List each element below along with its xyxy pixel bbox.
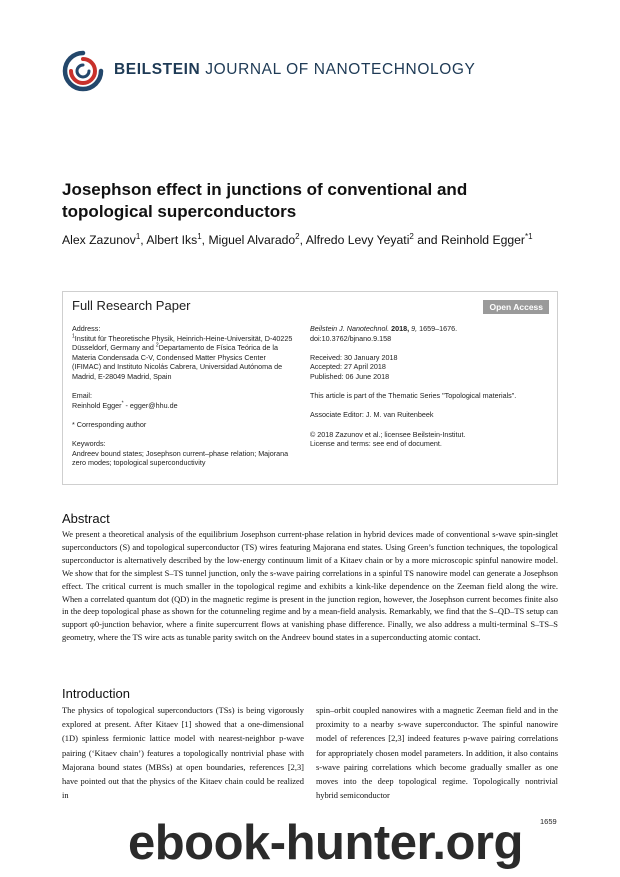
author-name: Alfredo Levy Yeyati (305, 233, 410, 247)
citation (310, 324, 550, 334)
series-note: This article is part of the Thematic Series "Topological materials". (310, 391, 517, 401)
citation-volume: 9, (409, 324, 418, 333)
introduction-left-column (62, 703, 304, 802)
email-address-link[interactable]: - egger@hhu.de (123, 400, 178, 410)
open-access-badge: Open Access (483, 300, 549, 314)
introduction-right-text: spin–orbit coupled nanowires with a magnetic Zeeman field and in the proximity to a nearby s-wave superconductor. The spinful nanowire model of references [2,3] indeed features p-wave pairing correlations for appropriately chosen model parameters. In addition, it also contains s-wave pairing correlations which become gradually smaller as one moves into the deep topological regime. Topologically nontrivial hybrid semiconductor (316, 705, 558, 801)
introduction-left-text: The physics of topological superconductors (TSs) is being vigorously explored at present. After Kitaev [1] showed that a one-dimensional (1D) spinless fermionic lattice model with nearest-neighbor p-wave pairing (‘Kitaev chain’) features a topologically nontrivial phase with Majorana bound states (MBSs) at open boundaries, references [2,3] have pointed out that the physics of the Kitaev chain could be realized in (62, 705, 304, 801)
affiliation-text: Departamento de Física Teórica de la Materia Condensada C-V, Condensed Matter Physics Center (IFIMAC) and Instituto Nicolás Cabrera, Universidad Autónoma de Madrid, E-28049 Madrid, Spain (72, 343, 283, 381)
author-affiliation: 1 (135, 231, 141, 241)
email-label: Email: (72, 391, 92, 401)
journal-name (114, 61, 475, 79)
journal-logo-icon (62, 50, 104, 92)
citation-pages: 1659–1676. (417, 324, 458, 333)
email-line (72, 401, 297, 411)
published-date: Published: 06 June 2018 (310, 371, 390, 381)
abstract-text: We present a theoretical analysis of the equilibrium Josephson current-phase relation in hybrid devices made of conventional s-wave spin-singlet superconductors (S) and topological superconductor (TS) wires featuring Majorana end states. Using Green’s function techniques, the topological superconductor is alternatively described by the low-energy continuum limit of a Kitaev chain or by a more microscopic spinful nanowire model. We show that for the simplest S–TS tunnel junction, only the s-wave pairing correlations in a spinful TS nanowire model can generate a Josephson effect. The critical current is much smaller in the topological regime and exhibits a kink-like dependence on the Zeeman field along the wire. When a correlated quantum dot (QD) in the magnetic regime is present in the junction region, however, the Josephson current becomes finite also in the deep topological phase as shown for the cotunneling regime and by a mean-field analysis. Remarkably, we find that the S–QD–TS setup can support φ0-junction behavior, where a finite supercurrent flows at vanishing phase difference. Finally, we also address a multi-terminal S–TS–S geometry, where the TS wire acts as tunable parity switch on the Andreev bound states in a superconducting atomic contact. (62, 529, 558, 643)
accepted-date: Accepted: 27 April 2018 (310, 362, 386, 372)
info-left-column (72, 324, 297, 468)
received-date: Received: 30 January 2018 (310, 352, 398, 362)
article-info-box (62, 291, 558, 485)
citation-journal: Beilstein J. Nanotechnol. (310, 324, 390, 333)
author-separator: and (413, 233, 441, 247)
author-name: Reinhold Egger (440, 233, 525, 247)
associate-editor: Associate Editor: J. M. van Ruitenbeek (310, 410, 434, 420)
author-affiliation: 1 (197, 231, 202, 241)
address-text (72, 334, 297, 382)
author-separator: , (140, 233, 147, 247)
author-name: Albert Iks (146, 233, 198, 247)
watermark: ebook-hunter.org (128, 816, 523, 870)
info-right-column (310, 324, 550, 449)
address-label: Address: (72, 324, 101, 333)
keywords-label: Keywords: (72, 439, 106, 449)
author-list (62, 233, 572, 247)
author-name: Alex Zazunov (62, 233, 136, 247)
author-affiliation: 2 (295, 231, 300, 241)
author-name: Miguel Alvarado (208, 233, 296, 247)
affiliation-text: Institut für Theoretische Physik, Heinrich-Heine-Universität, D-40225 Düsseldorf, Germany and (72, 333, 293, 353)
journal-name-rest: JOURNAL OF NANOTECHNOLOGY (200, 61, 476, 78)
author-separator: , (201, 233, 209, 247)
copyright: © 2018 Zazunov et al.; licensee Beilstein-Institut. (310, 429, 466, 439)
abstract-heading: Abstract (62, 511, 110, 526)
email-marker: * (121, 400, 124, 407)
article-type: Full Research Paper (72, 298, 191, 313)
corresponding-note: * Corresponding author (72, 419, 147, 429)
email-name: Reinhold Egger (72, 400, 122, 410)
affiliation-marker: 2 (155, 342, 159, 349)
license-note: License and terms: see end of document. (310, 439, 442, 449)
introduction-heading: Introduction (62, 686, 130, 701)
introduction-right-column (316, 703, 558, 802)
abstract-body (62, 528, 558, 644)
author-affiliation: 2 (409, 231, 414, 241)
citation-year: 2018, (389, 324, 410, 333)
page-number: 1659 (540, 817, 557, 826)
journal-name-bold: BEILSTEIN (114, 61, 201, 78)
author-separator: , (299, 233, 306, 247)
author-affiliation: *1 (524, 231, 533, 241)
paper-title: Josephson effect in junctions of conventional and topological superconductors (62, 180, 468, 221)
doi-link[interactable]: doi:10.3762/bjnano.9.158 (310, 333, 392, 343)
keywords-text: Andreev bound states; Josephson current–phase relation; Majorana zero modes; topological superconductivity (72, 448, 289, 468)
affiliation-marker: 1 (72, 333, 75, 340)
